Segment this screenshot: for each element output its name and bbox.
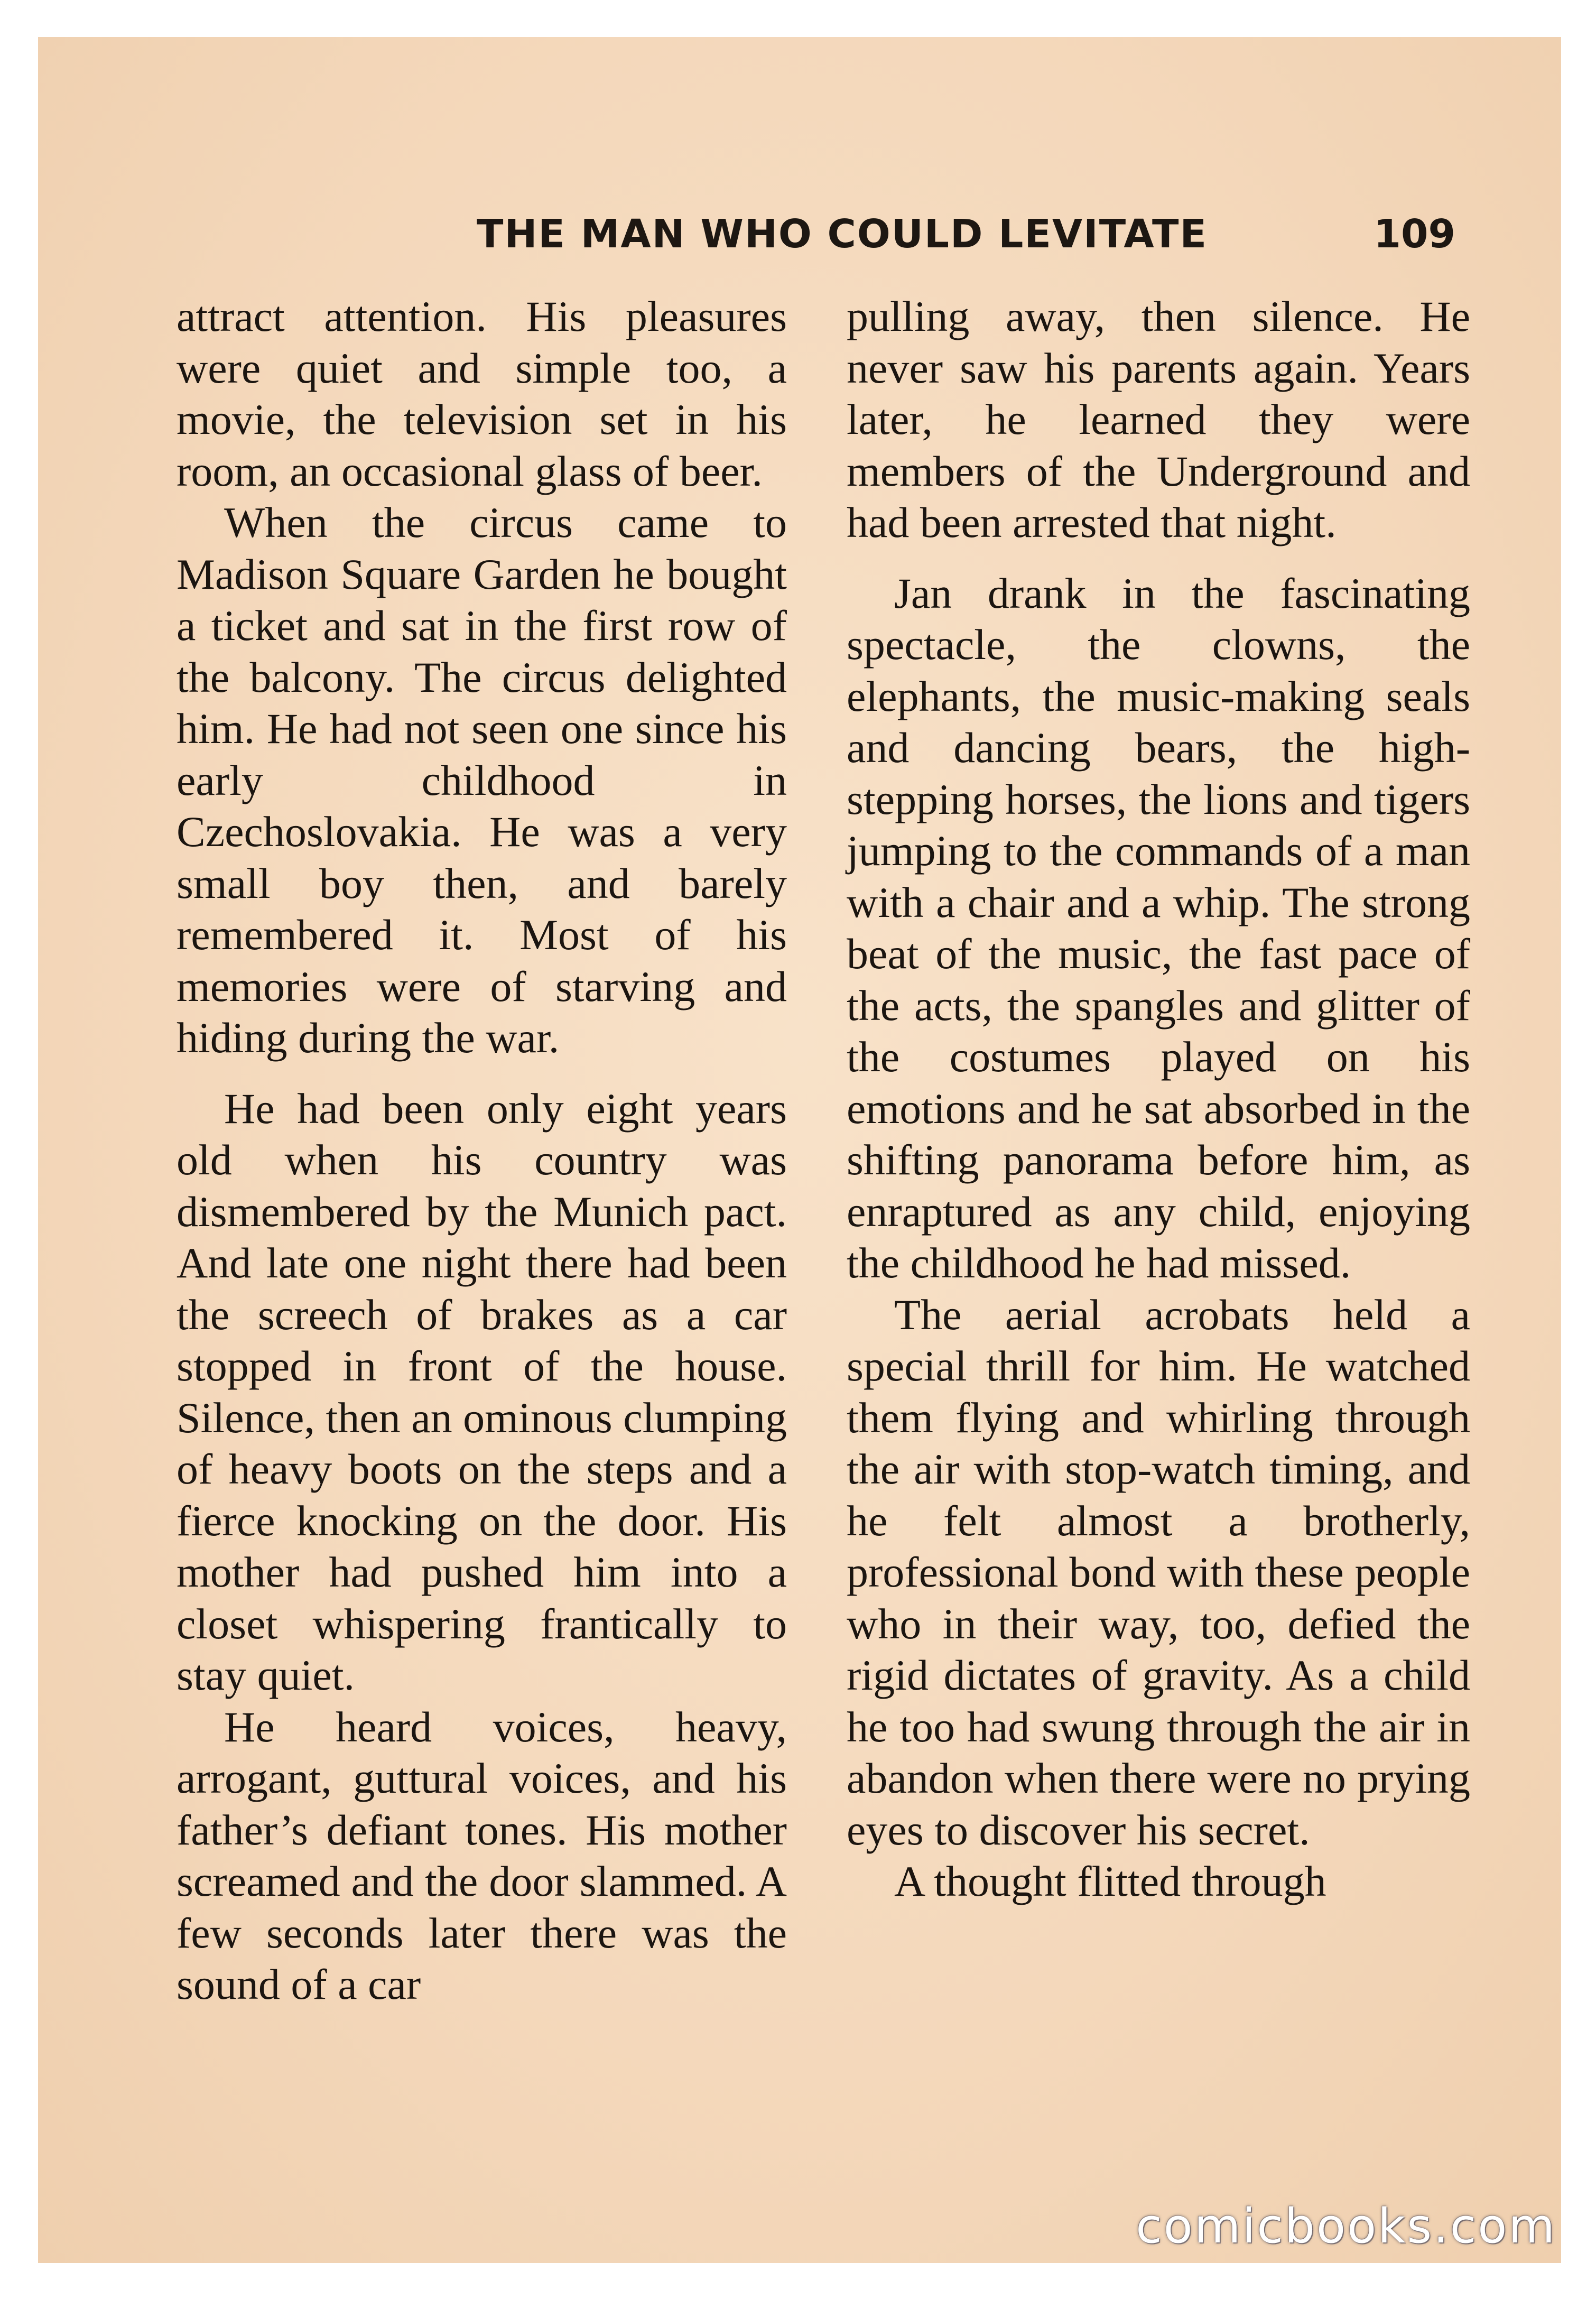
paragraph: attract attention. His pleasures were quiet and simple too, a movie, the television set in his room, an occasional glass of beer. xyxy=(177,292,787,495)
paragraph: The aerial acrobats held a special thrill for him. He watched them flying and whirling through the air with stop-watch timing, and he felt almost a brotherly, professional bond with these people who in their way, too, defied the rigid dictates of gravity. As a child he too had swung through the air in abandon when there were no prying eyes to discover his secret. xyxy=(847,1290,1470,1854)
paragraph: When the circus came to Madison Square Garden he bought a ticket and sat in the first row of the balcony. The circus delighted him. He had not seen one since his early childhood in Czechoslovakia. He was a very small boy then, and barely remembered it. Most of his memories were of starving and hiding during the war. xyxy=(177,498,787,1062)
paragraph: pulling away, then silence. He never saw his parents again. Years later, he learned they were members of the Underground and had been arrested that night. xyxy=(847,292,1470,546)
left-text-column xyxy=(177,291,787,2010)
right-text-column xyxy=(847,291,1470,1907)
paragraph: Jan drank in the fascinating spectacle, the clowns, the elephants, the music-making seals and dancing bears, the high-stepping horses, the lions and tigers jumping to the commands of a man with a chair and a whip. The strong beat of the music, the fast pace of the acts, the spangles and glitter of the costumes played on his emotions and he sat absorbed in the shifting panorama before him, as enraptured as any child, enjoying the childhood he had missed. xyxy=(847,569,1470,1287)
page-number: 109 xyxy=(1374,211,1455,257)
paragraph: He heard voices, heavy, arrogant, guttural voices, and his father’s defiant tones. His mother screamed and the door slammed. A few seconds later there was the sound of a car xyxy=(177,1702,787,2008)
site-watermark: comicbooks.com xyxy=(1136,2199,1556,2254)
running-title: THE MAN WHO COULD LEVITATE xyxy=(477,211,1208,257)
paragraph: He had been only eight years old when his country was dismembered by the Munich pact. And late one night there had been the screech of brakes as a car stopped in front of the house. Silence, then an ominous clumping of heavy boots on the steps and a fierce knocking on the door. His mother had pushed him into a closet whispering frantically to stay quiet. xyxy=(177,1084,787,1699)
book-page xyxy=(38,37,1561,2263)
paragraph: A thought flitted through xyxy=(894,1857,1326,1905)
page-header xyxy=(38,211,1561,264)
